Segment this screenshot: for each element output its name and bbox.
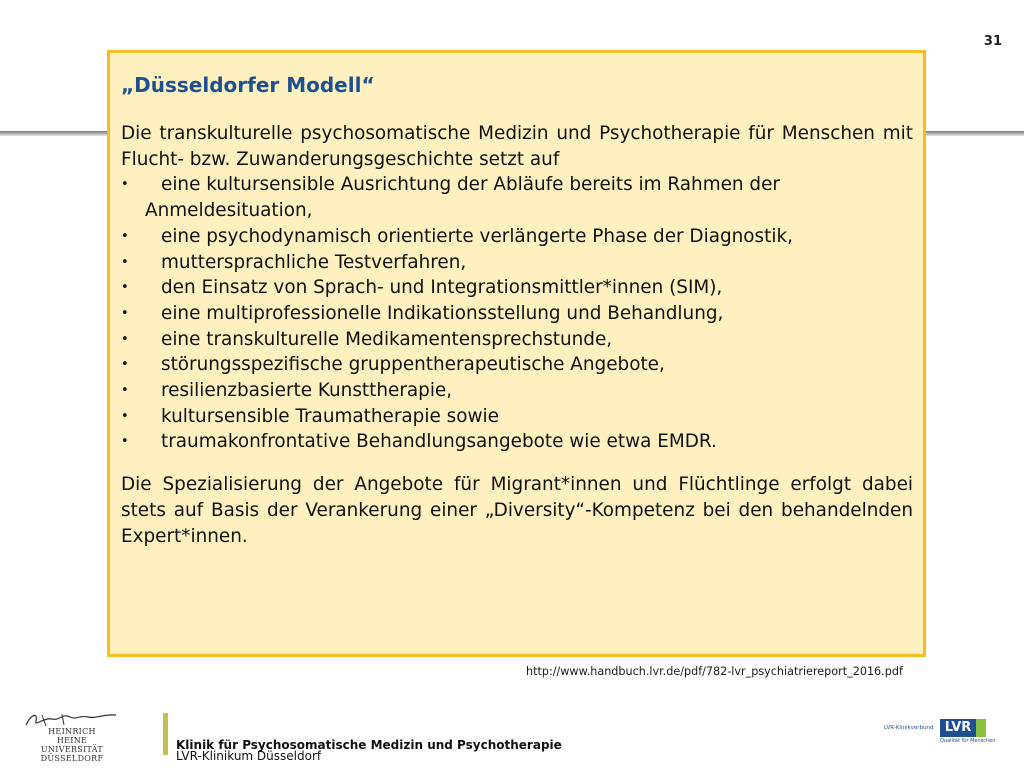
bullet-text: den Einsatz von Sprach- und Integrationsmittler*innen (SIM), <box>161 277 723 299</box>
bullet-icon: • <box>121 383 129 399</box>
list-item <box>121 352 913 378</box>
footer-accent-bar <box>163 713 168 755</box>
content-box <box>107 50 926 657</box>
lvr-group-label: LVR-Klinikverbund <box>884 725 934 731</box>
lvr-wordmark: LVR <box>940 719 976 737</box>
list-item <box>121 250 913 276</box>
bullet-icon: • <box>121 408 129 424</box>
lvr-green-mark <box>976 719 986 737</box>
source-link[interactable]: http://www.handbuch.lvr.de/pdf/782-lvr_psychiatriereport_2016.pdf <box>526 665 903 678</box>
intro-paragraph: Die transkulturelle psychosomatische Medizin und Psychotherapie für Menschen mit Flucht- bzw. Zuwanderungsgeschichte setzt auf <box>121 123 913 170</box>
list-item <box>121 429 913 455</box>
page-number: 31 <box>983 34 1002 49</box>
university-name-line2: UNIVERSITÄT <box>40 745 104 754</box>
bullet-text: eine transkulturelle Medikamentensprechstunde, <box>161 328 613 350</box>
clinic-name: Klinik für Psychosomatische Medizin und Psychotherapie <box>176 738 562 752</box>
bullet-icon: • <box>121 177 129 193</box>
list-item <box>121 224 913 250</box>
university-logo <box>32 727 112 763</box>
bullet-icon: • <box>121 280 129 296</box>
bullet-text: eine psychodynamisch orientierte verlängerte Phase der Diagnostik, <box>161 225 793 247</box>
bullet-text: kultursensible Traumatherapie sowie <box>161 405 499 427</box>
bullet-list <box>121 172 913 455</box>
bullet-icon: • <box>121 331 129 347</box>
list-item <box>121 404 913 430</box>
bullet-text: eine kultursensible Ausrichtung der Abläufe bereits im Rahmen der <box>161 174 780 196</box>
list-item <box>121 172 913 223</box>
clinic-subtitle: LVR-Klinikum Düsseldorf <box>176 750 322 762</box>
university-name-line3: DÜSSELDORF <box>40 754 104 763</box>
list-item <box>121 378 913 404</box>
bullet-icon: • <box>121 305 129 321</box>
slide-title: „Düsseldorfer Modell“ <box>121 73 375 97</box>
bullet-text: störungsspezifische gruppentherapeutische Angebote, <box>161 354 665 376</box>
bullet-icon: • <box>121 357 129 373</box>
closing-paragraph: Die Spezialisierung der Angebote für Migrant*innen und Flüchtlinge erfolgt dabei stets auf Basis der Verankerung einer „Diversity“-Kompetenz bei den behandelnden Expert*innen. <box>121 474 913 547</box>
lvr-logo <box>884 719 994 749</box>
bullet-icon: • <box>121 254 129 270</box>
list-item <box>121 301 913 327</box>
lvr-tagline: Qualität für Menschen <box>940 738 996 744</box>
university-name-line1: HEINRICH HEINE <box>48 727 96 745</box>
list-item <box>121 327 913 353</box>
bullet-text: traumakonfrontative Behandlungsangebote wie etwa EMDR. <box>161 431 717 453</box>
bullet-icon: • <box>121 228 129 244</box>
bullet-icon: • <box>121 434 129 450</box>
bullet-text-continued: Anmeldesituation, <box>145 200 313 222</box>
bullet-text: eine multiprofessionelle Indikationsstellung und Behandlung, <box>161 302 724 324</box>
bullet-text: muttersprachliche Testverfahren, <box>161 251 467 273</box>
list-item <box>121 275 913 301</box>
bullet-text: resilienzbasierte Kunsttherapie, <box>161 380 453 402</box>
